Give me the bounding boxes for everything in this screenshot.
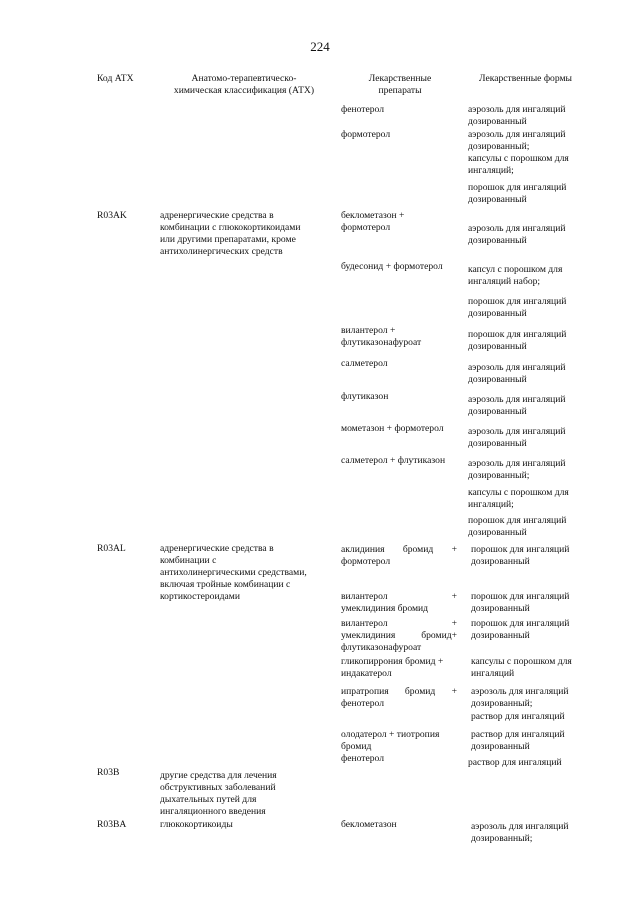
atc-class: комбинации с [160,555,217,566]
dosage-form: дозированный [471,556,530,567]
drug-name: олодатерол + тиотропия [341,729,440,740]
dosage-form: дозированный [468,308,527,319]
dosage-form: аэрозоль для ингаляций [471,821,569,832]
dosage-form: дозированный; [471,698,533,709]
dosage-form: аэрозоль для ингаляций [468,129,566,140]
atc-class: глюкокортикоиды [160,819,233,830]
drug-name-part: бромид [402,544,434,555]
dosage-form: раствор для ингаляций [471,729,565,740]
page-number: 224 [310,39,330,54]
drug-name-part: ипратропия [341,686,389,697]
drug-name: салметерол + флутиказон [341,455,446,466]
dosage-form: капсулы с порошком для [471,656,572,667]
dosage-form: дозированный [468,374,527,385]
dosage-form: капсулы с порошком для [468,487,569,498]
dosage-form: раствор для ингаляций [471,711,565,722]
atc-code: R03BA [97,819,127,830]
atc-code: R03AL [97,543,126,554]
drug-name: флутиказонафуроат [341,337,422,348]
dosage-form: капсул с порошком для [468,264,563,275]
drug-name-part: + [451,618,457,629]
drug-name: фенотерол [341,753,384,764]
drug-name: умеклидиния бромид [341,603,429,614]
dosage-form: ингаляций набор; [468,276,541,287]
drug-name-part: + [451,544,457,555]
drug-name [341,544,457,556]
dosage-form: ингаляций; [468,499,514,510]
atc-class: или другими препаратами, кроме [160,234,296,245]
drug-name-part: вилантерол [341,618,388,629]
drug-name: флутиказон [341,391,389,402]
drug-name: фенотерол [341,698,384,709]
dosage-form: раствор для ингаляций [468,757,562,768]
dosage-form: порошок для ингаляций [468,182,567,193]
dosage-form: аэрозоль для ингаляций [468,362,566,373]
atc-class: антихолинергическими средствами, [160,567,307,578]
dosage-form: дозированный [471,630,530,641]
drug-name: вилантерол + [341,325,396,336]
dosage-form: дозированный [468,194,527,205]
dosage-form: аэрозоль для ингаляций [471,686,569,697]
dosage-form: дозированный; [471,833,533,844]
drug-name-part: бромид+ [421,630,457,641]
drug-name: формотерол [341,129,391,140]
drug-name: мометазон + формотерол [341,423,444,434]
dosage-form: дозированный [468,406,527,417]
atc-class: кортикостероидами [160,591,240,602]
dosage-form: порошок для ингаляций [471,591,570,602]
header-code: Код АТХ [97,73,134,84]
header-drugs-line2: препараты [378,85,422,96]
drug-name: гликопиррония бромид + [341,656,444,667]
drug-name-part: бромид [404,686,436,697]
dosage-form: порошок для ингаляций [471,544,570,555]
drug-name: индакатерол [341,668,392,679]
drug-name [341,591,457,603]
drug-name-part: + [451,591,457,602]
dosage-form: порошок для ингаляций [468,515,567,526]
drug-name-part: аклидиния [341,544,385,555]
drug-name-part: умеклидиния [341,630,396,641]
drug-name: беклометазон + [341,210,405,221]
atc-code: R03AK [97,210,127,221]
dosage-form: дозированный [468,341,527,352]
dosage-form: ингаляций [471,668,515,679]
header-forms: Лекарственные формы [479,73,573,84]
dosage-form: дозированный [471,741,530,752]
atc-class: антихолинергических средств [160,246,283,257]
dosage-form: аэрозоль для ингаляций [468,394,566,405]
dosage-form: аэрозоль для ингаляций [468,458,566,469]
drug-name: будесонид + формотерол [341,261,443,272]
drug-name: бромид [341,741,372,752]
dosage-form: капсулы с порошком для [468,153,569,164]
dosage-form: ингаляций; [468,165,514,176]
dosage-form: дозированный; [468,470,530,481]
drug-name: фенотерол [341,104,384,115]
drug-name [341,686,457,698]
header-class-line2: химическая классификация (АТХ) [173,85,315,96]
atc-class: другие средства для лечения [160,770,277,781]
dosage-form: дозированный [471,603,530,614]
dosage-form: аэрозоль для ингаляций [468,223,566,234]
dosage-form: порошок для ингаляций [468,296,567,307]
dosage-form: порошок для ингаляций [468,329,567,340]
drug-name: формотерол [341,556,391,567]
atc-class: ингаляционного введения [160,806,266,817]
atc-class: адренергические средства в [160,543,274,554]
drug-name: беклометазон [341,819,397,830]
dosage-form: порошок для ингаляций [471,618,570,629]
header-drugs-line1: Лекарственные [368,73,432,84]
dosage-form: дозированный [468,438,527,449]
atc-class: включая тройные комбинации с [160,579,291,590]
drug-name: салметерол [341,358,388,369]
atc-class: дыхательных путей для [160,794,257,805]
atc-class: адренергические средства в [160,210,274,221]
drug-name-part: + [451,686,457,697]
dosage-form: аэрозоль для ингаляций [468,426,566,437]
dosage-form: аэрозоль для ингаляций [468,104,566,115]
dosage-form: дозированный [468,527,527,538]
atc-class: обструктивных заболеваний [160,782,276,793]
drug-name [341,618,457,630]
header-class-line1: Анатомо-терапевтическо- [191,73,297,84]
dosage-form: дозированный [468,116,527,127]
drug-name: формотерол [341,222,391,233]
atc-class: комбинации с глюкокортикоидами [160,222,301,233]
drug-name: флутиказонафуроат [341,642,422,653]
atc-code: R03B [97,767,120,778]
dosage-form: дозированный [468,235,527,246]
drug-name-part: вилантерол [341,591,388,602]
dosage-form: дозированный; [468,141,530,152]
drug-name [341,630,457,642]
